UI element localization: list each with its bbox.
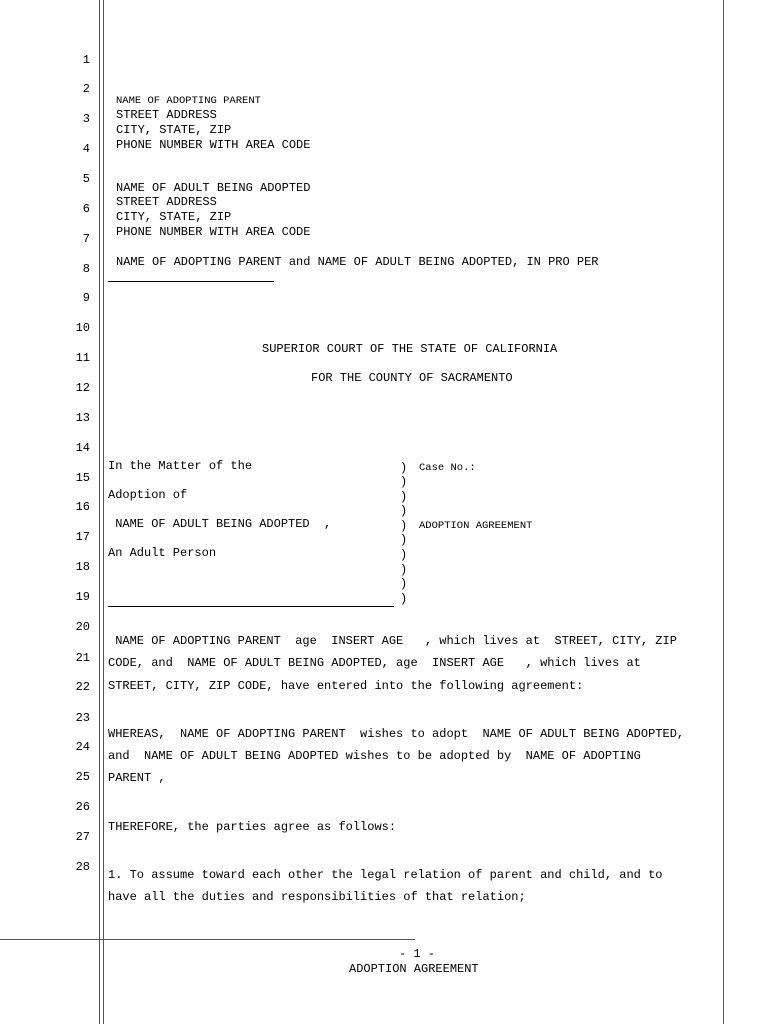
parent-street: STREET ADDRESS bbox=[116, 108, 217, 122]
caption-underline bbox=[108, 606, 394, 607]
line-number: 7 bbox=[82, 232, 90, 246]
line-number: 25 bbox=[75, 770, 90, 784]
footer-title: ADOPTION AGREEMENT bbox=[349, 962, 479, 976]
parent-city: CITY, STATE, ZIP bbox=[116, 123, 232, 137]
caption-adult-name: NAME OF ADULT BEING ADOPTED , bbox=[108, 517, 332, 531]
line-number: 3 bbox=[82, 112, 90, 126]
document-title: ADOPTION AGREEMENT bbox=[419, 520, 533, 532]
adult-phone: PHONE NUMBER WITH AREA CODE bbox=[116, 225, 311, 239]
adult-city: CITY, STATE, ZIP bbox=[116, 210, 232, 224]
line-number: 24 bbox=[75, 740, 90, 754]
caption-paren: ) bbox=[400, 533, 408, 547]
line-number: 20 bbox=[75, 620, 90, 634]
line-number: 9 bbox=[82, 291, 90, 305]
adult-name: NAME OF ADULT BEING ADOPTED bbox=[116, 181, 311, 195]
intro-line-1: NAME OF ADOPTING PARENT age INSERT AGE , which lives at STREET, CITY, ZIP bbox=[108, 634, 677, 648]
whereas-line-3: PARENT , bbox=[108, 771, 166, 785]
intro-line-3: STREET, CITY, ZIP CODE, have entered into the following agreement: bbox=[108, 679, 584, 693]
right-margin-rule bbox=[723, 0, 724, 1024]
line-number: 10 bbox=[75, 321, 90, 335]
caption-paren: ) bbox=[400, 563, 408, 577]
line-number: 2 bbox=[82, 82, 90, 96]
caption-paren: ) bbox=[400, 548, 408, 562]
clause-1-line-2: have all the duties and responsibilities of that relation; bbox=[108, 890, 526, 904]
parent-name: NAME OF ADOPTING PARENT bbox=[116, 95, 261, 107]
adult-street: STREET ADDRESS bbox=[116, 195, 217, 209]
left-margin-rule-inner bbox=[103, 0, 104, 1024]
clause-1-line-1: 1. To assume toward each other the legal relation of parent and child, and to bbox=[108, 868, 663, 882]
caption-paren: ) bbox=[400, 519, 408, 533]
line-number: 13 bbox=[75, 411, 90, 425]
left-margin-rule-outer bbox=[99, 0, 100, 1024]
line-number: 27 bbox=[75, 830, 90, 844]
line-number: 12 bbox=[75, 381, 90, 395]
line-number: 11 bbox=[75, 351, 90, 365]
line-number: 15 bbox=[75, 471, 90, 485]
caption-adoption-of: Adoption of bbox=[108, 488, 188, 502]
line-number: 23 bbox=[75, 711, 90, 725]
parent-phone: PHONE NUMBER WITH AREA CODE bbox=[116, 138, 311, 152]
pro-per-underline bbox=[108, 281, 274, 282]
footer-rule bbox=[0, 939, 415, 940]
intro-line-2: CODE, and NAME OF ADULT BEING ADOPTED, age INSERT AGE , which lives at bbox=[108, 656, 641, 670]
line-number: 28 bbox=[75, 860, 90, 874]
line-number: 22 bbox=[75, 680, 90, 694]
line-number: 16 bbox=[75, 500, 90, 514]
page-number: - 1 - bbox=[399, 947, 436, 961]
line-number: 17 bbox=[75, 530, 90, 544]
whereas-line-2: and NAME OF ADULT BEING ADOPTED wishes to be adopted by NAME OF ADOPTING bbox=[108, 749, 641, 763]
caption-paren: ) bbox=[400, 592, 408, 606]
caption-paren: ) bbox=[400, 577, 408, 591]
caption-paren: ) bbox=[400, 504, 408, 518]
caption-matter: In the Matter of the bbox=[108, 459, 253, 473]
pro-per-line: NAME OF ADOPTING PARENT and NAME OF ADULT BEING ADOPTED, IN PRO PER bbox=[116, 255, 599, 269]
line-number: 8 bbox=[82, 262, 90, 276]
therefore-line: THEREFORE, the parties agree as follows: bbox=[108, 820, 397, 834]
line-number: 14 bbox=[75, 441, 90, 455]
line-number: 21 bbox=[75, 651, 90, 665]
caption-adult-person: An Adult Person bbox=[108, 546, 217, 560]
caption-paren: ) bbox=[400, 461, 408, 475]
court-county: FOR THE COUNTY OF SACRAMENTO bbox=[311, 371, 513, 385]
caption-paren: ) bbox=[400, 475, 408, 489]
court-title: SUPERIOR COURT OF THE STATE OF CALIFORNIA bbox=[262, 342, 558, 356]
line-number: 6 bbox=[82, 202, 90, 216]
case-number-label: Case No.: bbox=[419, 462, 476, 474]
caption-paren: ) bbox=[400, 490, 408, 504]
line-number: 19 bbox=[75, 590, 90, 604]
line-number: 1 bbox=[82, 53, 90, 67]
line-number: 5 bbox=[82, 172, 90, 186]
whereas-line-1: WHEREAS, NAME OF ADOPTING PARENT wishes to adopt NAME OF ADULT BEING ADOPTED, bbox=[108, 727, 685, 741]
line-number: 18 bbox=[75, 560, 90, 574]
line-number: 4 bbox=[82, 142, 90, 156]
line-number: 26 bbox=[75, 800, 90, 814]
